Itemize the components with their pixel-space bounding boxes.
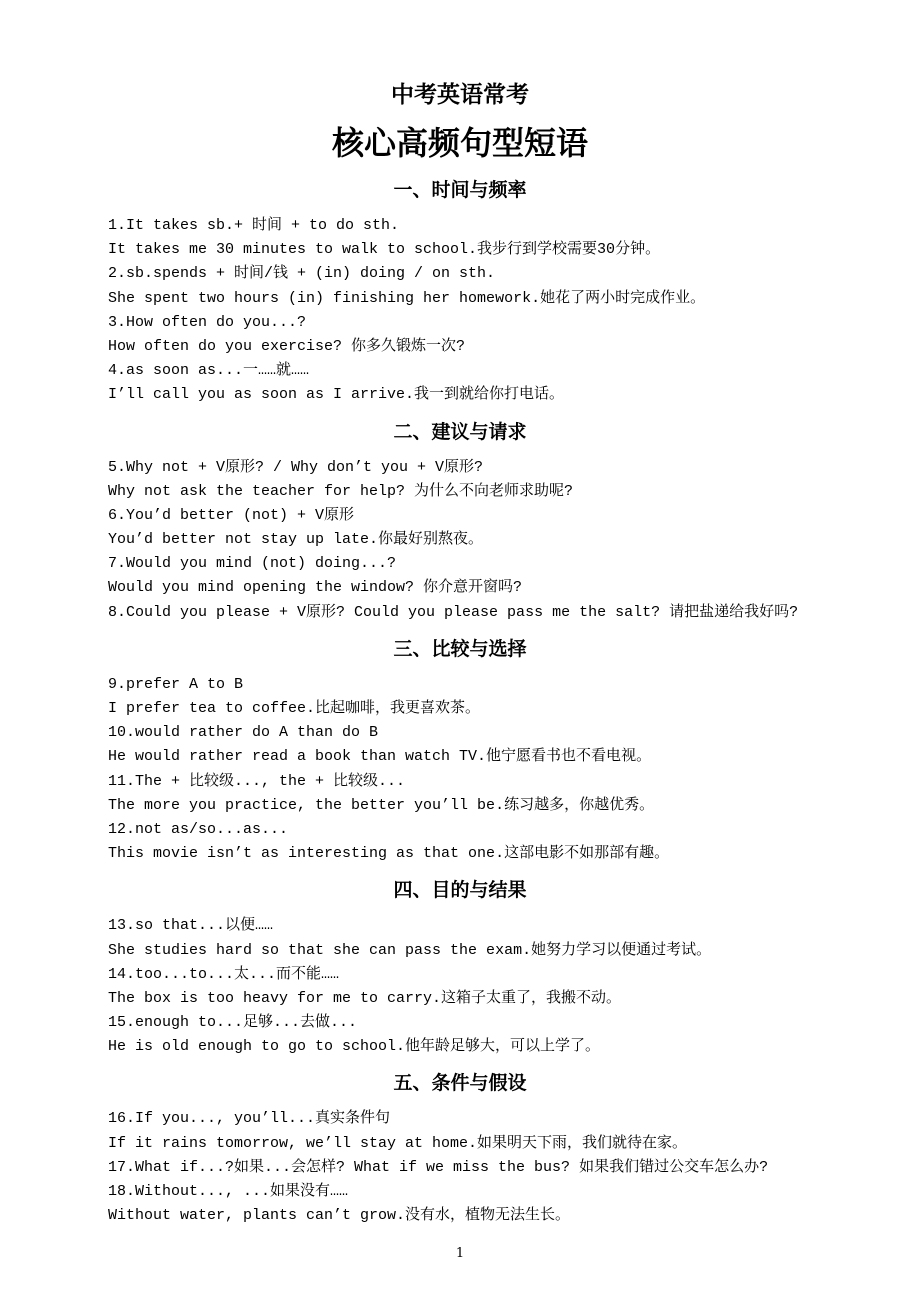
title-line-2: 核心高频句型短语 [331,124,588,162]
sentence-pattern: 5.Why not + V原形? / Why don’t you + V原形? [108,458,484,476]
sentence-pattern: Without water, plants can’t grow.没有水，植物无法生长。 [108,1207,571,1225]
example-sentence: How often do you exercise? 你多久锻炼一次? [108,337,466,355]
section [108,166,908,408]
sentence-pattern: 16.If you..., you’ll...真实条件句 [108,1110,391,1128]
section-heading: 四、目的与结果 [393,879,527,902]
example-sentence: She spent two hours (in) finishing her homework.她花了两小时完成作业。 [108,289,706,307]
example-sentence: If it rains tomorrow, we’ll stay at home.如果明天下雨，我们就待在家。 [108,1134,688,1152]
section [108,625,908,867]
sentence-pattern: 15.enough to...足够...去做... [108,1014,358,1032]
example-sentence: I’ll call you as soon as I arrive.我一到就给你打电话。 [108,386,565,404]
sentence-pattern: 2.sb.spends + 时间/钱 + (in) doing / on sth. [108,265,496,283]
title-line-1: 中考英语常考 [391,81,529,108]
sentence-pattern: 12.not as/so...as... [108,820,289,838]
page-number: 1 [455,1246,465,1261]
example-sentence: Would you mind opening the window? 你介意开窗吗? [108,579,523,597]
sentence-pattern: 9.prefer A to B [108,675,244,693]
sentence-pattern: 1.It takes sb.+ 时间 + to do sth. [108,217,400,234]
document-body [108,166,908,1228]
section-heading: 一、时间与频率 [393,179,527,201]
example-sentence: This movie isn’t as interesting as that one.这部电影不如那部有趣。 [108,845,670,863]
sentence-pattern: 17.What if...?如果...会怎样? What if we miss the bus? 如果我们错过公交车怎么办? [108,1158,769,1176]
section-heading: 三、比较与选择 [393,637,527,660]
sentence-pattern: 8.Could you please + V原形? Could you please pass me the salt? 请把盐递给我好吗? [108,603,799,621]
example-sentence: She studies hard so that she can pass the exam.她努力学习以便通过考试。 [108,941,712,959]
section [108,408,908,625]
section [108,1059,908,1228]
sentence-pattern: 11.The + 比较级..., the + 比较级... [108,772,406,790]
sentence-pattern: 3.How often do you...? [108,313,307,331]
sentence-pattern: 13.so that...以便…… [108,917,274,935]
sentence-pattern: 14.too...to...太...而不能…… [108,965,340,983]
section-heading: 五、条件与假设 [393,1072,527,1095]
sentence-pattern: 4.as soon as...一……就…… [108,362,310,380]
sentence-pattern: 7.Would you mind (not) doing...? [108,555,397,573]
example-sentence: He is old enough to go to school.他年龄足够大，可以上学了。 [108,1038,601,1056]
section [108,866,908,1059]
example-sentence: Why not ask the teacher for help? 为什么不向老师求助呢? [108,482,574,500]
example-sentence: He would rather read a book than watch TV.他宁愿看书也不看电视。 [108,748,652,766]
sentence-pattern: 6.You’d better (not) + V原形 [108,506,355,524]
example-sentence: I prefer tea to coffee.比起咖啡，我更喜欢茶。 [108,700,481,717]
example-sentence: The more you practice, the better you’ll be.练习越多，你越优秀。 [108,796,655,814]
sentence-pattern: 10.would rather do A than do B [108,724,379,742]
example-sentence: You’d better not stay up late.你最好别熬夜。 [108,531,484,549]
example-sentence: 18.Without..., ...如果没有…… [108,1183,349,1200]
example-sentence: The box is too heavy for me to carry.这箱子太重了，我搬不动。 [108,989,622,1007]
section-heading: 二、建议与请求 [393,420,527,443]
example-sentence: It takes me 30 minutes to walk to school.我步行到学校需要30分钟。 [108,241,661,259]
